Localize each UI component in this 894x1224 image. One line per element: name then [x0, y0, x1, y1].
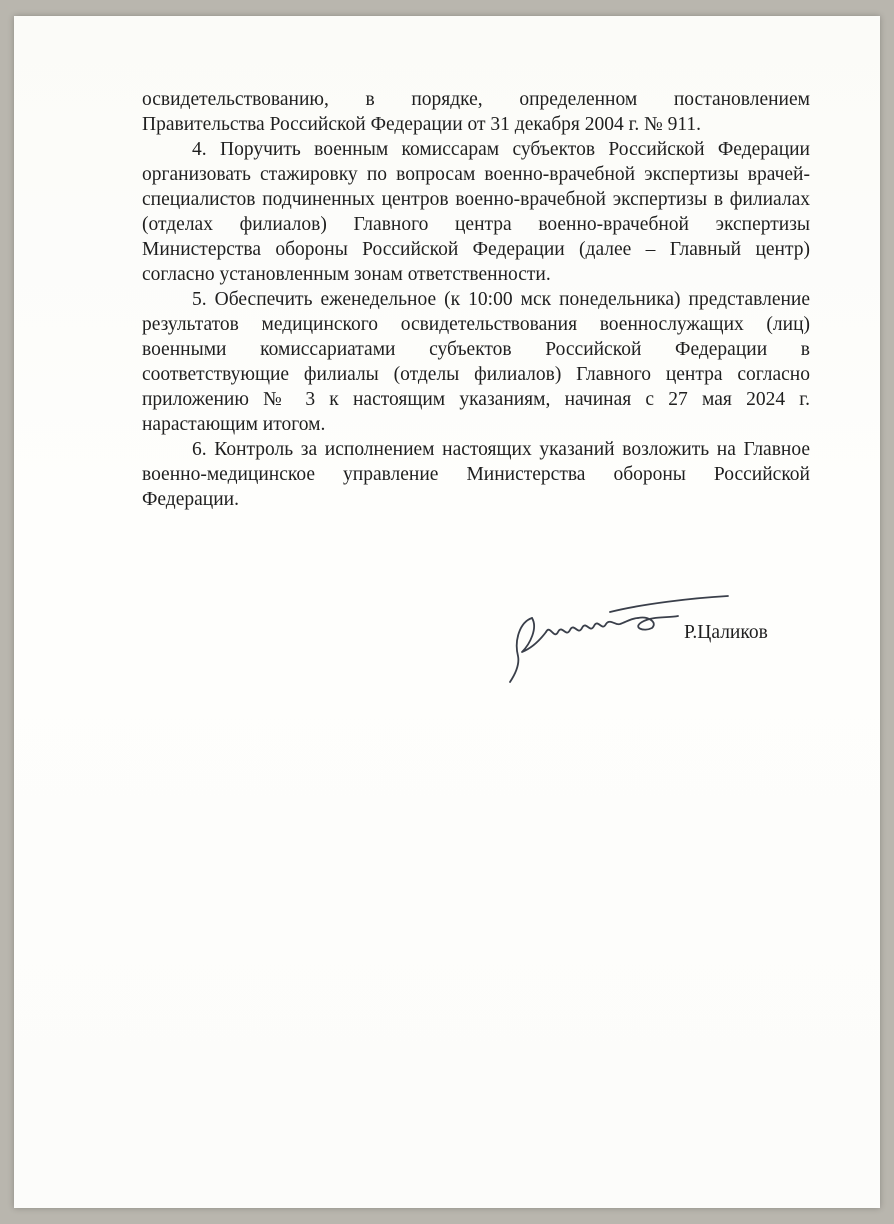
document-page — [14, 16, 880, 1208]
paragraph-item-5: 5. Обеспечить еженедельное (к 10:00 мск понедельника) представление результатов медицинского освидетельствования военнослужащих (лиц) военными комиссариатами субъектов Российской Федерации в соответствующие филиалы (отделы филиалов) Главного центра согласно приложению № 3 к настоящим указаниям, начиная с 27 мая 2024 г. нарастающим итогом. — [142, 289, 810, 435]
document-body — [142, 87, 810, 512]
signer-name: Р.Цаликов — [684, 622, 768, 643]
paragraph-item-6: 6. Контроль за исполнением настоящих указаний возложить на Главное военно-медицинское управление Министерства обороны Российской Федерации. — [142, 439, 810, 510]
paragraph-item-4: 4. Поручить военным комиссарам субъектов Российской Федерации организовать стажировку по вопросам военно-врачебной экспертизы врачей-специалистов подчиненных центров военно-врачебной экспертизы в филиалах (отделах филиалов) Главного центра военно-врачебной экспертизы Министерства обороны Российской Федерации (далее – Главный центр) согласно установленным зонам ответственности. — [142, 139, 810, 285]
paragraph-continuation: освидетельствованию, в порядке, определенном постановлением Правительства Российской Федерации от 31 декабря 2004 г. № 911. — [142, 89, 810, 135]
